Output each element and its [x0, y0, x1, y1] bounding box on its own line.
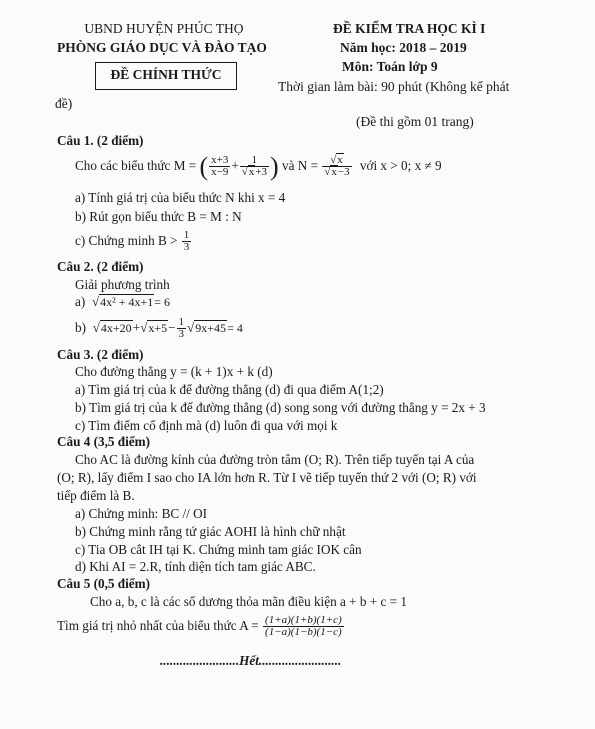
q1-condition: với x > 0; x ≠ 9: [359, 158, 442, 173]
n-frac: √ x √ x−3: [322, 155, 351, 179]
q5-frac: $\frac{(1+a)(1+b)(1+c)}{(1-a)(1-b)(1-c)}$: [265, 613, 342, 639]
pages-note: (Đề thi gồm 01 trang): [356, 114, 474, 129]
duration: Thời gian làm bài: 90 phút (Không kể phát: [278, 79, 510, 94]
q3-a: a) Tìm giá trị của k để đường thẳng (d) đi qua điểm A(1;2): [75, 382, 384, 397]
q3-c: c) Tìm điểm cố định mà (d) luôn đi qua với mọi k: [75, 418, 338, 433]
q5-p1: Cho a, b, c là các số dương thỏa mãn điều kiện a + b + c = 1: [90, 594, 407, 609]
q1-a: a) Tính giá trị của biểu thức N khi x = 4: [75, 190, 286, 205]
q2-a: a) √ 4x² + 4x+1= 6: [75, 294, 170, 310]
q4-d: d) Khi AI = 2.R, tính diện tích tam giác ABC.: [75, 559, 316, 574]
q1-c: c) Chứng minh B > $\frac{1}{3}$: [75, 228, 190, 254]
duration-wrap: đề): [55, 96, 73, 111]
end-marker: ........................Hết.........................: [160, 653, 342, 668]
q4-p1: Cho AC là đường kính của đường tròn tâm (O; R). Trên tiếp tuyến tại A của: [75, 452, 475, 467]
q4-a: a) Chứng minh: BC // OI: [75, 506, 208, 521]
q2-title: Câu 2. (2 điểm): [57, 259, 144, 274]
subject: Môn: Toán lớp 9: [342, 59, 438, 74]
q1-and-n: và N =: [282, 158, 319, 173]
q4-c: c) Tia OB cắt IH tại K. Chứng minh tam giác IOK cân: [75, 542, 362, 557]
official-badge: ĐỀ CHÍNH THỨC: [110, 67, 222, 82]
q4-p3: tiếp điểm là B.: [57, 488, 135, 503]
q2-b: b) √ 4x+20+√ x+5− $\frac{1}{3}$ √ 9x+45= 4: [75, 313, 243, 343]
q1-expression-line: Cho các biểu thức M = ( $\frac{x+3}{x-9}$ + 1 √ x+3 ) và N = √ x √ x−3 với x > 0; x ≠ 9: [75, 148, 442, 184]
q1-b: b) Rút gọn biểu thức B = M : N: [75, 209, 242, 224]
dept-line1: UBND HUYỆN PHÚC THỌ: [84, 21, 244, 36]
m-frac2: 1 √ x+3: [240, 155, 269, 179]
q4-p2: (O; R), lấy điểm I sao cho IA lớn hơn R. Từ I vẽ tiếp tuyến thứ 2 với (O; R) với: [57, 470, 477, 485]
m-frac1: $\frac{x+3}{x-9}$: [211, 153, 229, 179]
school-year: Năm học: 2018 – 2019: [340, 40, 467, 55]
q3-title: Câu 3. (2 điểm): [57, 347, 144, 362]
q1-c-frac: $\frac{1}{3}$: [183, 228, 190, 254]
q4-title: Câu 4 (3,5 điểm): [57, 434, 151, 449]
q1-title: Câu 1. (2 điểm): [57, 133, 144, 148]
q4-b: b) Chứng minh rằng tứ giác AOHI là hình chữ nhật: [75, 524, 346, 539]
q5-title: Câu 5 (0,5 điểm): [57, 576, 151, 591]
q3-intro: Cho đường thẳng y = (k + 1)x + k (d): [75, 364, 273, 379]
dept-line2: PHÒNG GIÁO DỤC VÀ ĐÀO TẠO: [57, 40, 267, 55]
q3-b: b) Tìm giá trị của k để đường thẳng (d) song song với đường thẳng y = 2x + 3: [75, 400, 486, 415]
q2-b-frac: $\frac{1}{3}$: [178, 315, 185, 341]
q2-intro: Giải phương trình: [75, 277, 170, 292]
q5-p2: Tìm giá trị nhỏ nhất của biểu thức A = $\frac{(1+a)(1+b)(1+c)}{(1-a)(1-b)(1-c)}$: [57, 613, 342, 639]
exam-title: ĐỀ KIỂM TRA HỌC KÌ I: [333, 21, 486, 36]
q1-intro: Cho các biểu thức M =: [75, 158, 197, 173]
